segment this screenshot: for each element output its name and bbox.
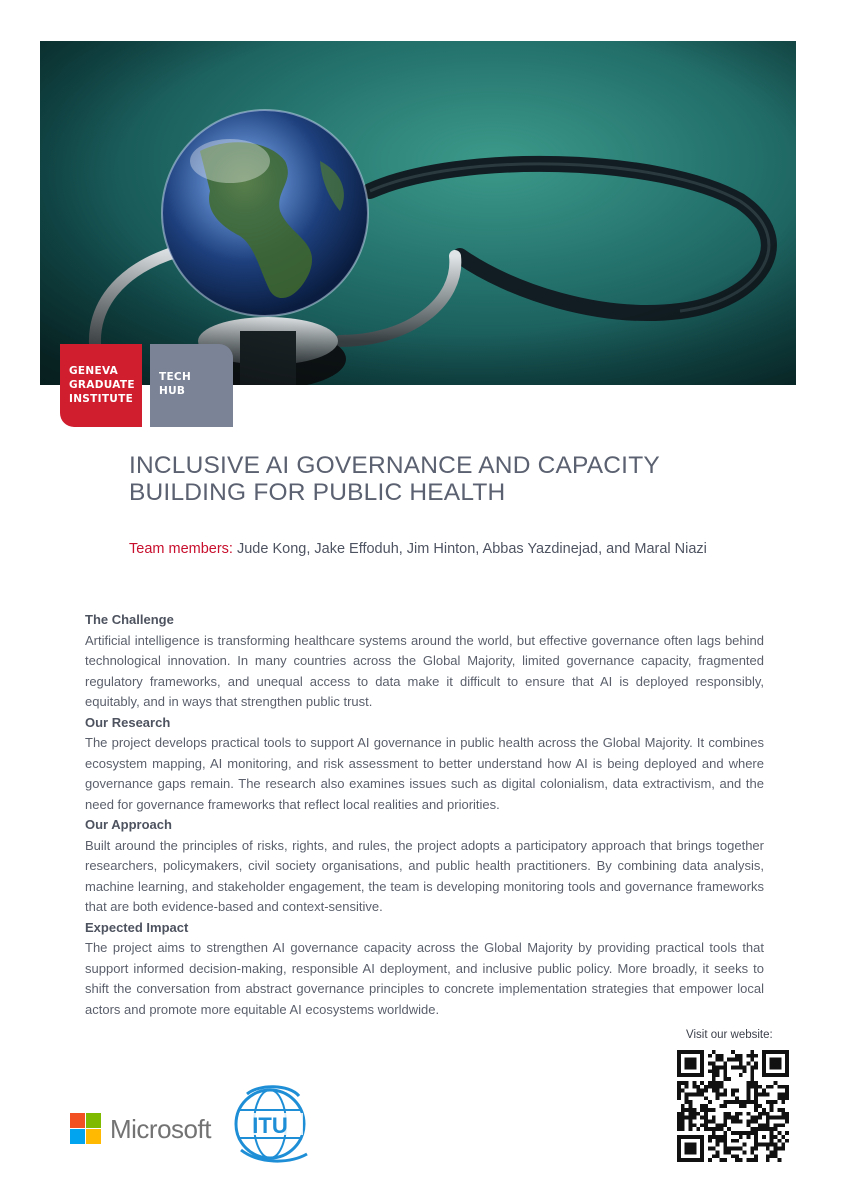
section-heading-research: Our Research [85, 714, 171, 730]
geneva-graduate-institute-logo [60, 344, 142, 427]
section-heading-impact: Expected Impact [85, 919, 189, 935]
microsoft-wordmark: Microsoft [110, 1114, 211, 1144]
body-text [85, 610, 764, 1020]
logo-line: GRADUATE [69, 379, 135, 391]
qr-code-icon[interactable] [677, 1050, 789, 1162]
logo-line: HUB [159, 385, 186, 397]
section-heading-approach: Our Approach [85, 817, 172, 832]
itu-wordmark: ITU [252, 1113, 288, 1138]
team-names: Jude Kong, Jake Effoduh, Jim Hinton, Abbas Yazdinejad, and Maral Niazi [232, 541, 707, 557]
visit-website-label: Visit our website: [686, 1029, 773, 1041]
logo-line: INSTITUTE [69, 393, 134, 405]
globe-stethoscope-illustration [40, 41, 796, 385]
hero-image [40, 41, 796, 385]
itu-logo [229, 1080, 315, 1166]
section-text-challenge: Artificial intelligence is transforming healthcare systems around the world, but effective governance often lags behind technological innovation. In many countries across the Global Majority, limited governance capacity, fragmented regulatory frameworks, and unequal access to data make it difficult to ensure that AI is deployed responsibly, equitably, and in ways that strengthen public trust. [85, 632, 764, 709]
section-text-approach: Built around the principles of risks, rights, and rules, the project adopts a participatory approach that brings together researchers, policymakers, civil society organisations, and public health practitioners. By combining data analysis, machine learning, and stakeholder engagement, the team is developing monitoring tools and governance frameworks that are both evidence-based and context-sensitive. [85, 837, 764, 914]
section-text-research: The project develops practical tools to support AI governance in public health across the Global Majority. It combines ecosystem mapping, AI monitoring, and risk assessment to better understand how AI is being deployed and where governance gaps remain. The research also examines issues such as digital colonialism, data extractivism, and the need for governance frameworks that reflect local realities and priorities. [85, 735, 764, 812]
logo-line: GENEVA [69, 365, 119, 377]
page-title: INCLUSIVE AI GOVERNANCE AND CAPACITY BUILDING FOR PUBLIC HEALTH [129, 452, 660, 506]
section-text-impact: The project aims to strengthen AI governance capacity across the Global Majority by providing practical tools that support informed decision-making, responsible AI deployment, and inclusive public policy. More broadly, it seeks to shift the conversation from abstract governance principles to concrete implementation strategies that empower local actors and promote more equitable AI ecosystems worldwide. [85, 940, 764, 1017]
microsoft-square-icon [70, 1129, 85, 1144]
team-members [129, 540, 729, 559]
team-label: Team members: [129, 541, 233, 557]
microsoft-square-icon [70, 1113, 85, 1128]
tech-hub-logo [150, 344, 233, 427]
microsoft-square-icon [86, 1113, 101, 1128]
microsoft-square-icon [86, 1129, 101, 1144]
logo-line: TECH [159, 371, 192, 383]
section-heading-challenge: The Challenge [85, 612, 174, 627]
